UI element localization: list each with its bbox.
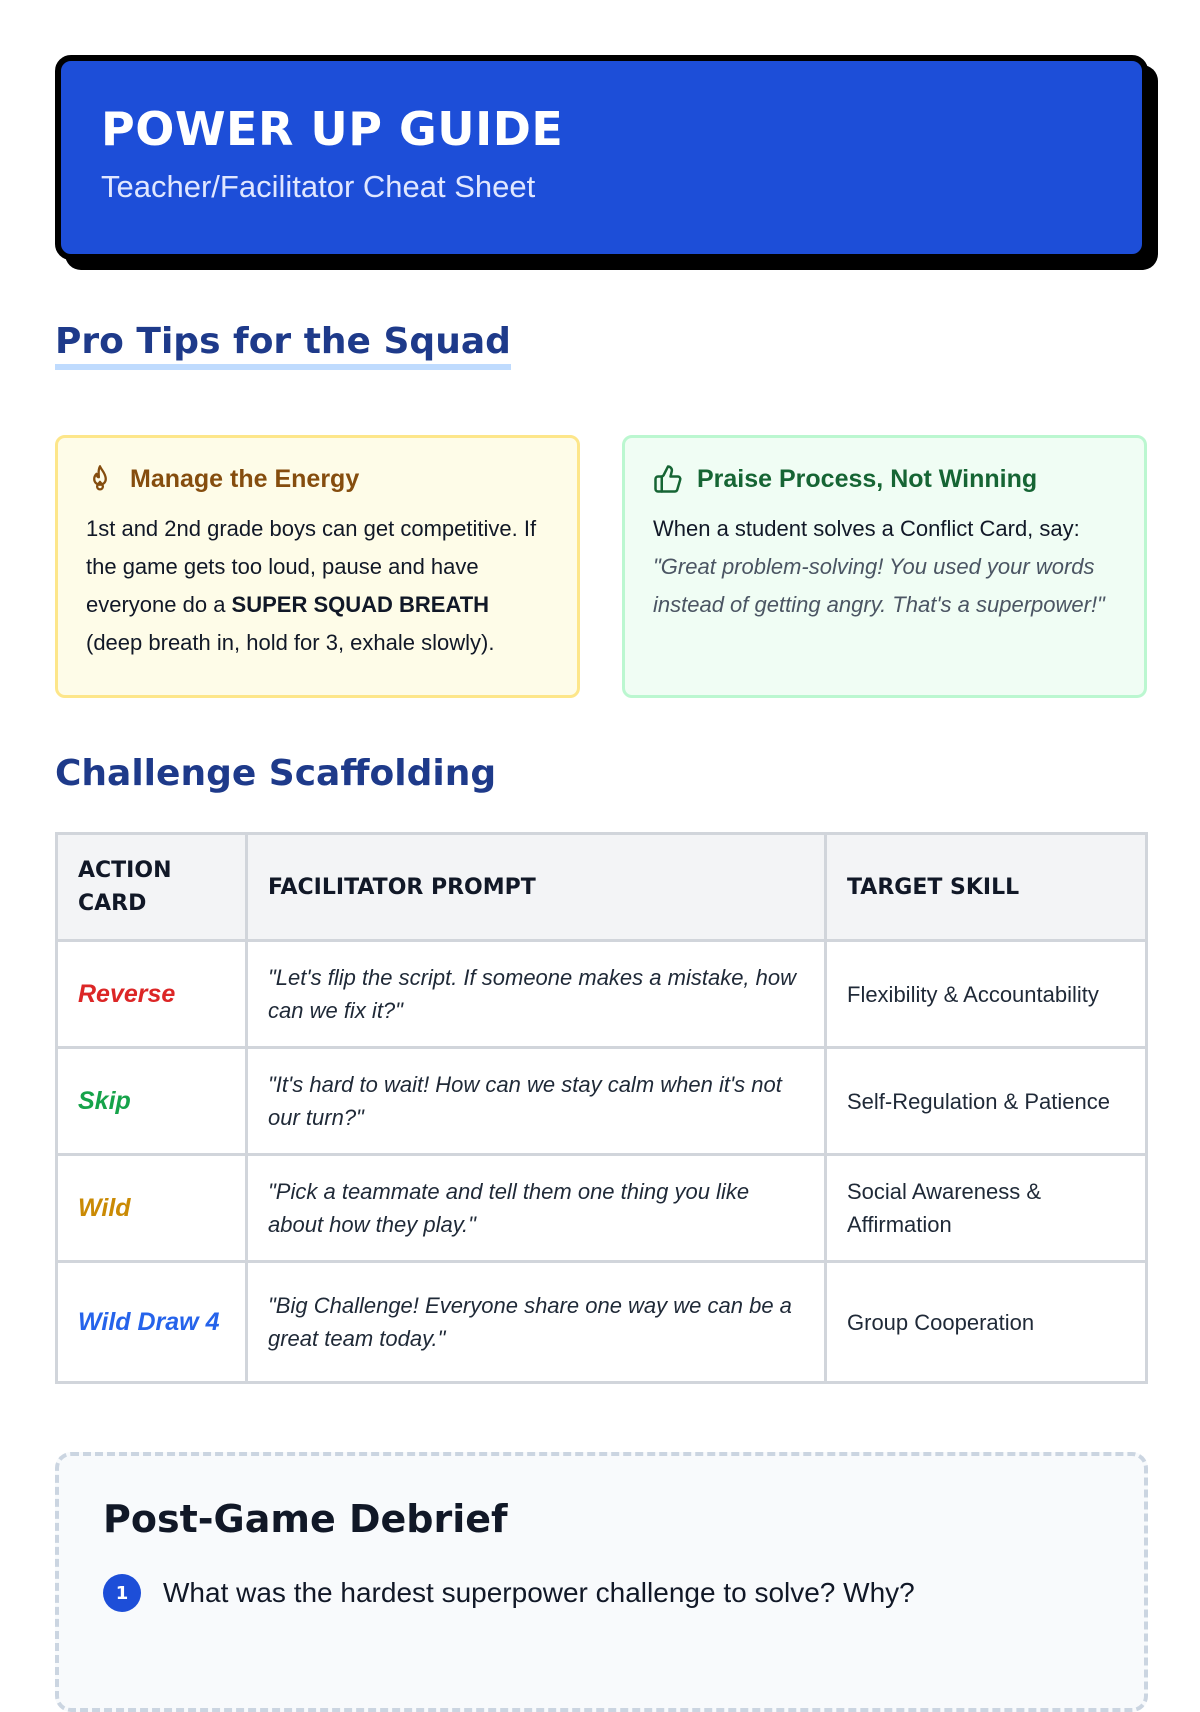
debrief-question (103, 1574, 1100, 1612)
debrief-panel (55, 1452, 1148, 1712)
skill-cell: Flexibility & Accountability (826, 941, 1147, 1048)
action-card-cell: Reverse (57, 941, 247, 1048)
table-row (57, 1048, 1147, 1155)
column-header-target-skill: TARGET SKILL (826, 834, 1147, 941)
action-card-cell: Skip (57, 1048, 247, 1155)
praise-tip-intro: When a student solves a Conflict Card, say: (653, 516, 1080, 541)
question-number-badge: 1 (103, 1574, 141, 1612)
scaffolding-heading: Challenge Scaffolding (55, 753, 497, 794)
praise-tip-card (622, 435, 1147, 698)
pro-tips-heading: Pro Tips for the Squad (55, 320, 511, 370)
action-card-cell: Wild Draw 4 (57, 1262, 247, 1383)
praise-tip-header (653, 464, 1116, 494)
table-row (57, 1155, 1147, 1262)
flame-icon (86, 464, 114, 494)
energy-tip-header (86, 464, 549, 494)
energy-tip-text-end: (deep breath in, hold for 3, exhale slowly). (86, 630, 495, 655)
scaffolding-table-wrapper (55, 832, 1148, 1384)
column-header-facilitator-prompt: FACILITATOR PROMPT (247, 834, 826, 941)
skill-cell: Group Cooperation (826, 1262, 1147, 1383)
prompt-cell: "Pick a teammate and tell them one thing you like about how they play." (247, 1155, 826, 1262)
skill-cell: Social Awareness & Affirmation (826, 1155, 1147, 1262)
table-row (57, 1262, 1147, 1383)
energy-tip-title: Manage the Energy (130, 464, 360, 493)
skill-cell: Self-Regulation & Patience (826, 1048, 1147, 1155)
energy-tip-card (55, 435, 580, 698)
prompt-cell: "Let's flip the script. If someone makes a mistake, how can we fix it?" (247, 941, 826, 1048)
thumbs-up-icon (653, 464, 681, 494)
action-card-cell: Wild (57, 1155, 247, 1262)
question-text: What was the hardest superpower challenge to solve? Why? (163, 1577, 915, 1608)
page-title: POWER UP GUIDE (101, 102, 564, 156)
debrief-title: Post-Game Debrief (103, 1497, 508, 1541)
prompt-cell: "It's hard to wait! How can we stay calm when it's not our turn?" (247, 1048, 826, 1155)
praise-tip-title: Praise Process, Not Winning (697, 464, 1038, 493)
energy-tip-bold: SUPER SQUAD BREATH (231, 592, 490, 617)
scaffolding-table (55, 832, 1148, 1384)
prompt-cell: "Big Challenge! Everyone share one way we can be a great team today." (247, 1262, 826, 1383)
tips-cards (55, 435, 1148, 695)
praise-tip-quote: "Great problem-solving! You used your words instead of getting angry. That's a superpower!" (653, 554, 1105, 617)
page (55, 55, 1148, 1608)
energy-tip-body (86, 510, 549, 662)
column-header-action-card: ACTION CARD (57, 834, 247, 941)
table-header-row (57, 834, 1147, 941)
page-subtitle: Teacher/Facilitator Cheat Sheet (101, 169, 536, 204)
energy-tip-text: 1st and 2nd grade boys can get competitive. If the game gets too loud, pause and have everyone do a (86, 516, 537, 617)
header-banner (55, 55, 1148, 260)
praise-tip-body (653, 510, 1116, 624)
table-row (57, 941, 1147, 1048)
